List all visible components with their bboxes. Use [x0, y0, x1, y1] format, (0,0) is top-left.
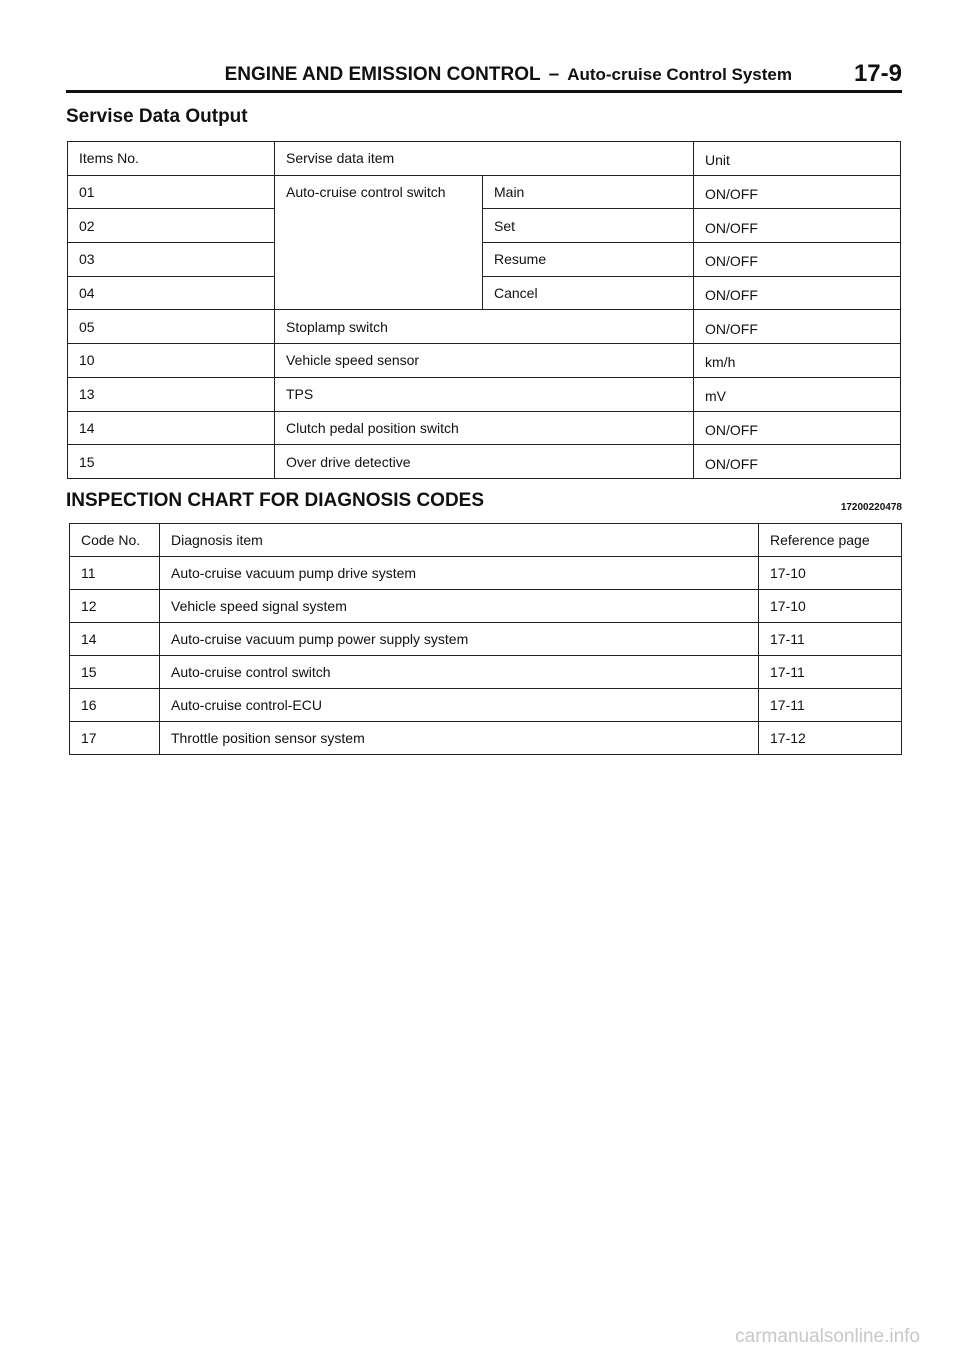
table-header-row [68, 142, 901, 176]
item-name: Over drive detective [275, 445, 694, 479]
reference-page: 17-11 [759, 656, 902, 689]
table-row [68, 243, 901, 277]
table-row [68, 209, 901, 243]
switch-group-label: Auto-cruise control switch [275, 175, 483, 310]
table-row [70, 623, 902, 656]
unit-cell: mV [694, 377, 901, 411]
unit-cell: ON/OFF [694, 175, 901, 209]
reference-page: 17-10 [759, 557, 902, 590]
switch-sub-item: Cancel [483, 276, 694, 310]
item-number: 01 [68, 175, 275, 209]
inspection-chart-table [69, 523, 902, 755]
diagnosis-item: Auto-cruise control switch [160, 656, 759, 689]
item-number: 02 [68, 209, 275, 243]
item-number: 15 [68, 445, 275, 479]
reference-page: 17-10 [759, 590, 902, 623]
code-number: 15 [70, 656, 160, 689]
column-header: Code No. [70, 524, 160, 557]
unit-cell: ON/OFF [694, 243, 901, 277]
item-name: Vehicle speed sensor [275, 344, 694, 378]
reference-page: 17-11 [759, 623, 902, 656]
table-row [68, 344, 901, 378]
table-row [70, 557, 902, 590]
unit-cell: km/h [694, 344, 901, 378]
unit-cell: ON/OFF [694, 276, 901, 310]
switch-sub-item: Set [483, 209, 694, 243]
item-number: 10 [68, 344, 275, 378]
unit-cell: ON/OFF [694, 310, 901, 344]
service-data-table [67, 141, 901, 479]
item-number: 03 [68, 243, 275, 277]
item-number: 14 [68, 411, 275, 445]
diagnosis-item: Throttle position sensor system [160, 722, 759, 755]
column-header: Servise data item [275, 142, 694, 176]
column-header: Unit [694, 142, 901, 176]
table-row [68, 445, 901, 479]
item-name: Stoplamp switch [275, 310, 694, 344]
unit-cell: ON/OFF [694, 411, 901, 445]
column-header: Diagnosis item [160, 524, 759, 557]
table-row [68, 377, 901, 411]
table-row [68, 411, 901, 445]
header-subtitle: Auto-cruise Control System [567, 65, 792, 84]
code-number: 14 [70, 623, 160, 656]
code-number: 11 [70, 557, 160, 590]
switch-sub-item: Main [483, 175, 694, 209]
unit-cell: ON/OFF [694, 445, 901, 479]
diagnosis-item: Auto-cruise vacuum pump drive system [160, 557, 759, 590]
table-row [70, 590, 902, 623]
item-number: 05 [68, 310, 275, 344]
table-row [70, 722, 902, 755]
table-row [68, 175, 901, 209]
diagnosis-item: Auto-cruise vacuum pump power supply system [160, 623, 759, 656]
switch-sub-item: Resume [483, 243, 694, 277]
column-header: Reference page [759, 524, 902, 557]
table-row [68, 276, 901, 310]
item-number: 13 [68, 377, 275, 411]
table-header-row [70, 524, 902, 557]
page-header [66, 60, 902, 93]
unit-cell: ON/OFF [694, 209, 901, 243]
diagnosis-item: Auto-cruise control-ECU [160, 689, 759, 722]
reference-code: 17200220478 [840, 502, 902, 513]
service-data-title: Servise Data Output [66, 106, 248, 127]
code-number: 16 [70, 689, 160, 722]
code-number: 17 [70, 722, 160, 755]
table-row [70, 656, 902, 689]
column-header: Items No. [68, 142, 275, 176]
diagnosis-item: Vehicle speed signal system [160, 590, 759, 623]
reference-page: 17-12 [759, 722, 902, 755]
header-title [225, 64, 792, 86]
watermark: carmanualsonline.info [735, 1326, 920, 1347]
item-name: TPS [275, 377, 694, 411]
item-number: 04 [68, 276, 275, 310]
inspection-chart-title: INSPECTION CHART FOR DIAGNOSIS CODES [66, 490, 485, 511]
code-number: 12 [70, 590, 160, 623]
page-number: 17-9 [853, 60, 902, 87]
table-row [68, 310, 901, 344]
reference-page: 17-11 [759, 689, 902, 722]
item-name: Clutch pedal position switch [275, 411, 694, 445]
header-separator: – [548, 64, 560, 85]
header-section: ENGINE AND EMISSION CONTROL [224, 64, 541, 85]
table-row [70, 689, 902, 722]
